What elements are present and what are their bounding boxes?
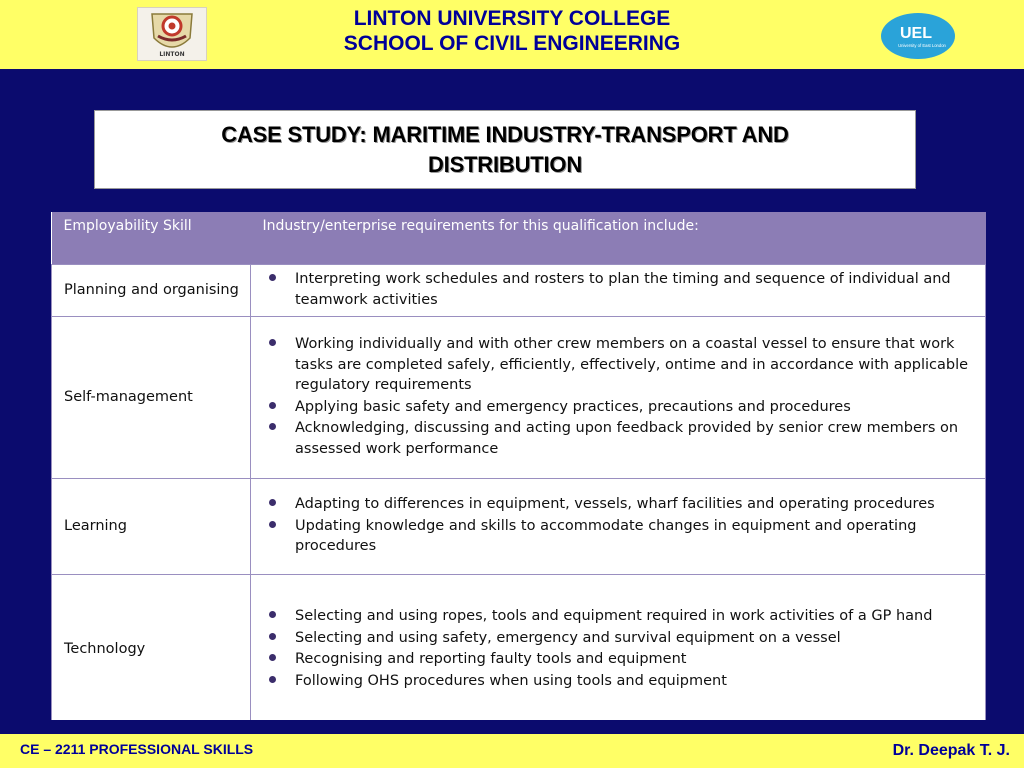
list-item bbox=[265, 334, 973, 396]
list-item bbox=[265, 269, 973, 310]
list-item bbox=[265, 418, 973, 459]
skill-cell: Technology bbox=[52, 575, 251, 721]
requirements-column-header: Industry/enterprise requirements for this qualification include: bbox=[251, 212, 986, 265]
requirements-cell bbox=[251, 479, 986, 575]
author-name: Dr. Deepak T. J. bbox=[892, 742, 1010, 759]
linton-logo-text: LINTON bbox=[159, 51, 185, 58]
table-row bbox=[52, 575, 986, 721]
requirement-text: Updating knowledge and skills to accommodate changes in equipment and operating procedures bbox=[295, 517, 917, 555]
employability-skills-table-wrapper bbox=[51, 212, 986, 720]
list-item bbox=[265, 671, 973, 692]
uel-logo-subtext: University of East London bbox=[898, 43, 946, 48]
bullet-icon bbox=[269, 611, 276, 618]
school-name: SCHOOL OF CIVIL ENGINEERING bbox=[343, 32, 681, 55]
requirement-text: Recognising and reporting faulty tools and equipment bbox=[295, 651, 687, 667]
table-row bbox=[52, 265, 986, 317]
requirements-cell bbox=[251, 317, 986, 479]
bullet-icon bbox=[269, 676, 276, 683]
skill-column-header: Employability Skill bbox=[52, 212, 251, 265]
requirements-list bbox=[265, 606, 973, 691]
case-study-box bbox=[94, 110, 916, 189]
bullet-icon bbox=[269, 274, 276, 281]
bullet-icon bbox=[269, 654, 276, 661]
table-header-row bbox=[52, 212, 986, 265]
table-row bbox=[52, 479, 986, 575]
institution-name: LINTON UNIVERSITY COLLEGE bbox=[353, 7, 671, 30]
uel-logo-text: UEL bbox=[900, 25, 932, 42]
requirement-text: Following OHS procedures when using tools and equipment bbox=[295, 672, 727, 689]
course-code: CE – 2211 PROFESSIONAL SKILLS bbox=[20, 741, 254, 757]
requirement-text: Adapting to differences in equipment, vessels, wharf facilities and operating procedures bbox=[295, 496, 935, 513]
skill-cell: Self-management bbox=[52, 317, 251, 479]
bullet-icon bbox=[269, 423, 276, 430]
uel-logo bbox=[880, 12, 958, 60]
requirement-text: Applying basic safety and emergency practices, precautions and procedures bbox=[295, 398, 851, 415]
requirement-text: Interpreting work schedules and rosters to plan the timing and sequence of individual and teamwork activities bbox=[295, 271, 951, 308]
list-item bbox=[265, 494, 973, 515]
requirement-text: Working individually and with other crew members on a coastal vessel to ensure that work tasks are completed safely, efficiently, effectively, ontime and in accordance with applicable regulatory requirements bbox=[295, 336, 969, 393]
institution-heading bbox=[240, 6, 784, 56]
employability-skills-table bbox=[51, 212, 986, 720]
header-banner bbox=[0, 0, 1024, 69]
skill-cell: Planning and organising bbox=[52, 265, 251, 317]
requirement-text: Selecting and using ropes, tools and equipment required in work activities of a GP hand bbox=[295, 608, 933, 624]
requirements-cell bbox=[251, 265, 986, 317]
list-item bbox=[265, 516, 973, 557]
list-item bbox=[265, 397, 973, 418]
table-row bbox=[52, 317, 986, 479]
list-item bbox=[265, 628, 973, 649]
case-study-title-line2: DISTRIBUTION bbox=[427, 152, 583, 177]
requirements-list bbox=[265, 269, 973, 310]
footer-banner bbox=[0, 734, 1024, 768]
requirements-list bbox=[265, 494, 973, 557]
requirements-list bbox=[265, 334, 973, 459]
bullet-icon bbox=[269, 339, 276, 346]
bullet-icon bbox=[269, 633, 276, 640]
requirements-cell bbox=[251, 575, 986, 721]
requirement-text: Selecting and using safety, emergency and survival equipment on a vessel bbox=[295, 629, 841, 646]
bullet-icon bbox=[269, 402, 276, 409]
uel-badge-icon bbox=[880, 12, 958, 60]
linton-logo bbox=[137, 7, 207, 61]
case-study-title bbox=[95, 120, 915, 180]
bullet-icon bbox=[269, 521, 276, 528]
skill-cell: Learning bbox=[52, 479, 251, 575]
bullet-icon bbox=[269, 499, 276, 506]
list-item bbox=[265, 649, 973, 670]
case-study-title-line1: CASE STUDY: MARITIME INDUSTRY-TRANSPORT AND bbox=[221, 122, 789, 147]
requirement-text: Acknowledging, discussing and acting upon feedback provided by senior crew members on assessed work performance bbox=[295, 420, 959, 457]
linton-crest-icon bbox=[138, 8, 206, 60]
list-item bbox=[265, 606, 973, 627]
